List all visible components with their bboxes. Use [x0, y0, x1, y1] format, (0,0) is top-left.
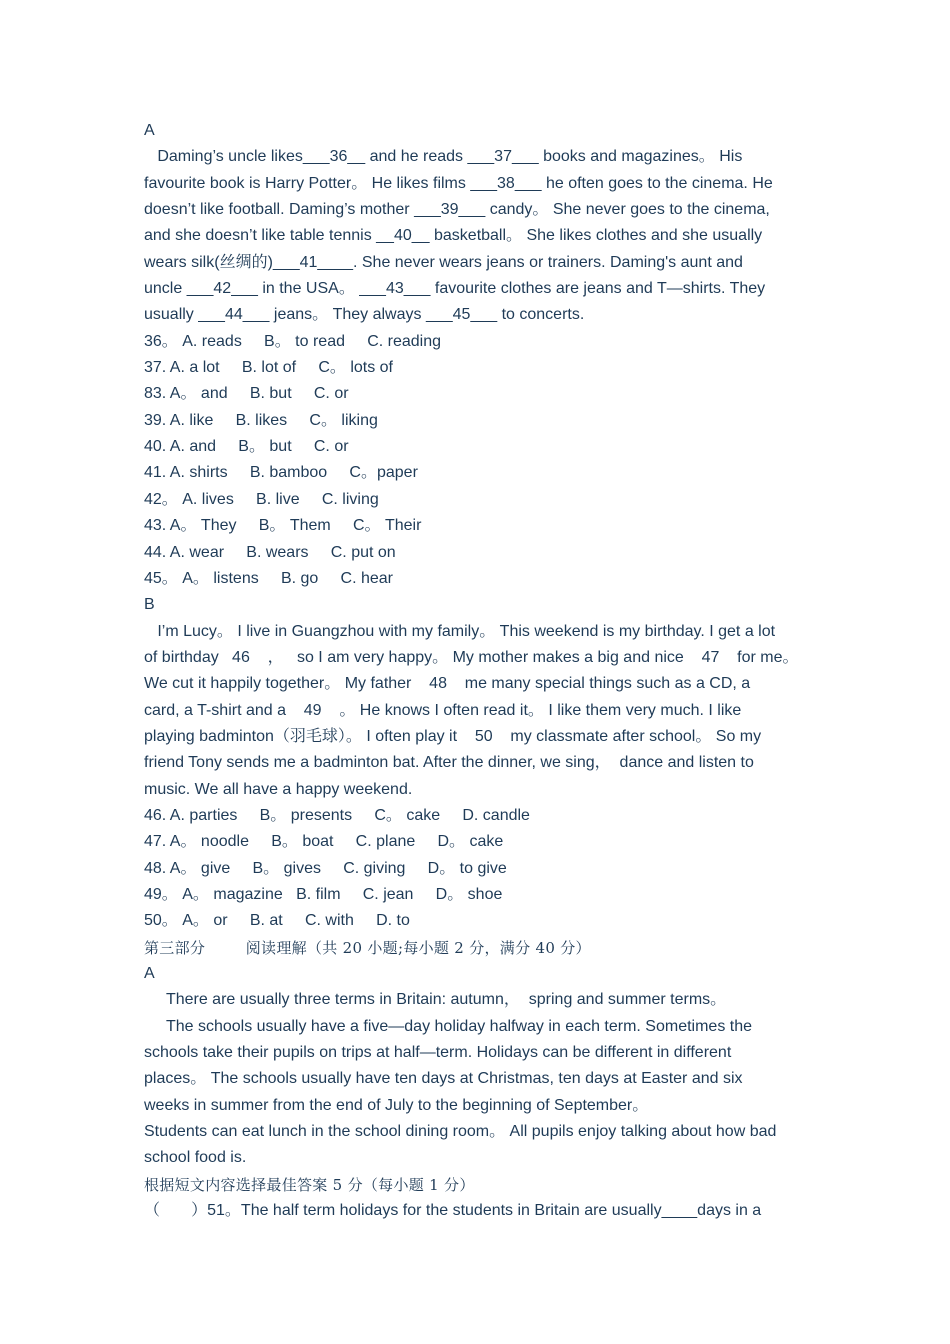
- cloze-a-line: and she doesn’t like table tennis __40__ basketball。 She likes clothes and she usually: [144, 227, 763, 245]
- section-heading-a: A: [144, 122, 155, 139]
- cloze-b-line: friend Tony sends me a badminton bat. After the dinner, we sing， dance and listen to: [144, 754, 754, 772]
- question-46: 46. A. parties B。 presents C。 cake D. candle: [144, 806, 530, 824]
- question-48: 48. A。 give B。 gives C. giving D。 to give: [144, 859, 507, 877]
- instruction-line: 根据短文内容选择最佳答案 5 分（每小题 1 分）: [144, 1175, 475, 1194]
- reading-passage-line: The schools usually have a five—day holiday halfway in each term. Sometimes the: [144, 1017, 753, 1035]
- question-38: 83. A。 and B. but C. or: [144, 385, 349, 403]
- question-44: 44. A. wear B. wears C. put on: [144, 543, 396, 561]
- cloze-b-line: playing badminton（羽毛球）。 I often play it 50 my classmate after school。 So my: [144, 727, 762, 745]
- reading-heading-a: A: [144, 965, 155, 982]
- question-39: 39. A. like B. likes C。 liking: [144, 411, 378, 429]
- question-42: 42。 A. lives B. live C. living: [144, 490, 379, 508]
- part-three-heading: 第三部分 阅读理解（共 20 小题;每小题 2 分，满分 40 分）: [144, 938, 591, 957]
- cloze-a-line: Daming’s uncle likes___36__ and he reads ___37___ books and magazines。 His: [144, 148, 743, 166]
- question-37: 37. A. a lot B. lot of C。 lots of: [144, 359, 394, 377]
- question-50: 50。 A。 or B. at C. with D. to: [144, 912, 410, 930]
- question-45: 45。 A。 listens B. go C. hear: [144, 569, 393, 587]
- cloze-a-line: favourite book is Harry Potter。 He likes films ___38___ he often goes to the cinema. He: [144, 174, 773, 192]
- cloze-a-line: wears silk(丝绸的)___41____. She never wears jeans or trainers. Daming's aunt and: [144, 253, 743, 271]
- section-heading-b: B: [144, 596, 155, 614]
- question-40: 40. A. and B。 but C. or: [144, 438, 349, 456]
- question-47: 47. A。 noodle B。 boat C. plane D。 cake: [144, 833, 504, 851]
- question-36: 36。 A. reads B。 to read C. reading: [144, 332, 442, 350]
- cloze-a-line: doesn’t like football. Daming’s mother ___39___ candy。 She never goes to the cinema,: [144, 201, 770, 219]
- reading-passage-line: school food is.: [144, 1149, 247, 1167]
- question-41: 41. A. shirts B. bamboo C。paper: [144, 464, 418, 482]
- reading-passage-line: There are usually three terms in Britain: autumn， spring and summer terms。: [144, 991, 727, 1009]
- cloze-a-line: usually ___44___ jeans。 They always ___45___ to concerts.: [144, 306, 585, 324]
- question-43: 43. A。 They B。 Them C。 Their: [144, 517, 422, 535]
- question-49: 49。 A。 magazine B. film C. jean D。 shoe: [144, 885, 503, 903]
- cloze-a-line: uncle ___42___ in the USA。 ___43___ favourite clothes are jeans and T—shirts. They: [144, 280, 766, 298]
- cloze-b-line: We cut it happily together。 My father 48 me many special things such as a CD, a: [144, 675, 751, 693]
- cloze-b-line: card, a T-shirt and a 49 。 He knows I often read it。 I like them very much. I like: [144, 701, 742, 719]
- reading-passage-line: Students can eat lunch in the school dining room。 All pupils enjoy talking about how bad: [144, 1123, 777, 1141]
- reading-passage-line: schools take their pupils on trips at half—term. Holidays can be different in different: [144, 1044, 732, 1062]
- reading-passage-line: weeks in summer from the end of July to the beginning of September。: [144, 1096, 649, 1114]
- reading-passage-line: places。 The schools usually have ten days at Christmas, ten days at Easter and six: [144, 1070, 743, 1088]
- cloze-b-line: I’m Lucy。 I live in Guangzhou with my family。 This weekend is my birthday. I get a lot: [144, 622, 776, 640]
- cloze-b-line: of birthday 46 ， so I am very happy。 My mother makes a big and nice 47 for me。: [144, 648, 799, 666]
- document-body: [144, 118, 816, 1224]
- cloze-b-line: music. We all have a happy weekend.: [144, 780, 413, 798]
- question-51: （ ）51。The half term holidays for the students in Britain are usually____days in a: [144, 1202, 762, 1220]
